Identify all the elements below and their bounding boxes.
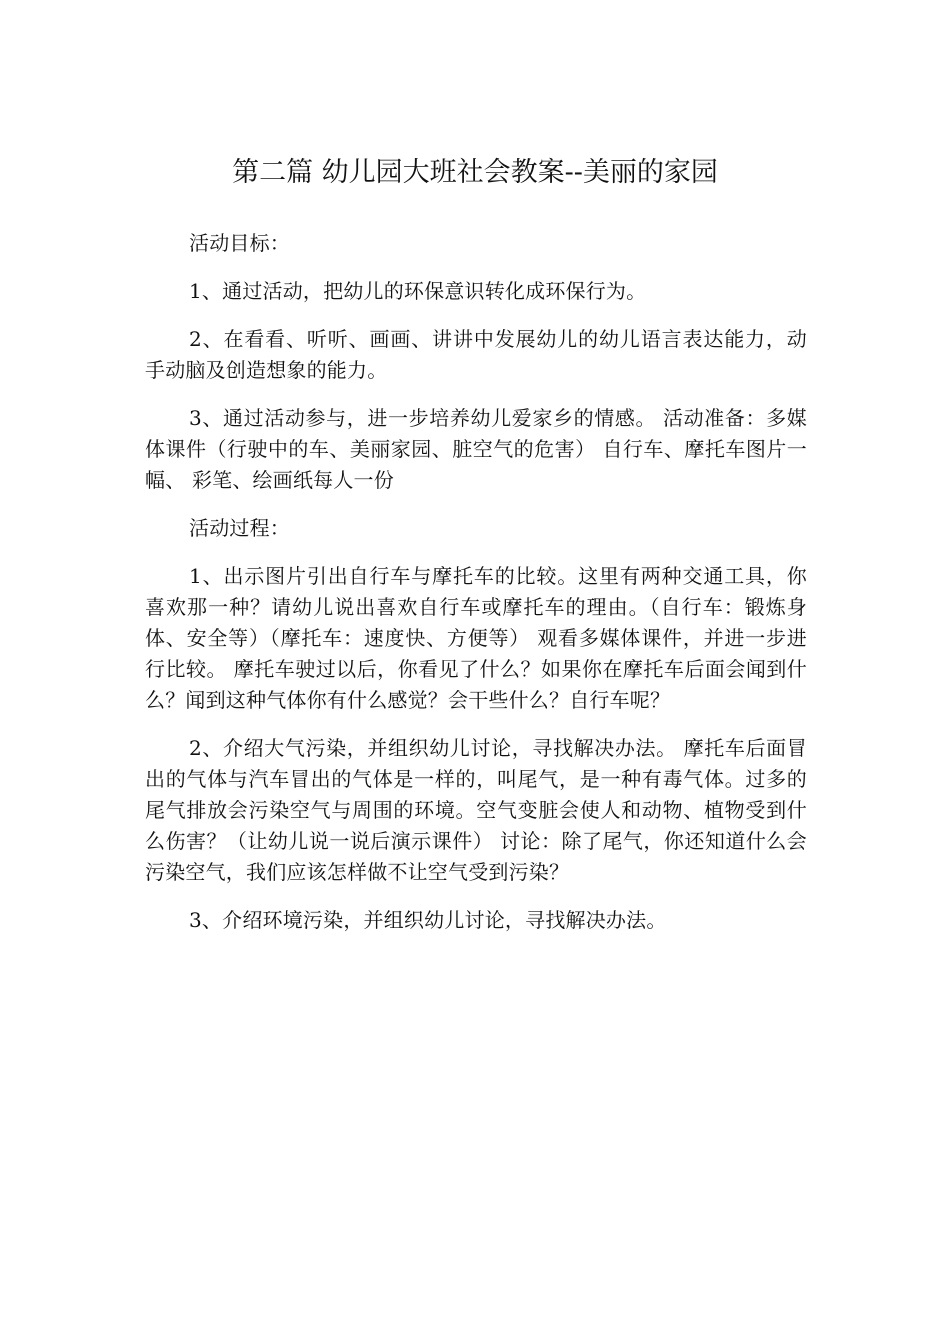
paragraph-process-heading: 活动过程： <box>189 516 290 540</box>
paragraph-process-1: 1、出示图片引出自行车与摩托车的比较。这里有两种交通工具，你喜欢那一种？请幼儿说出喜欢自行车或摩托车的理由。（自行车：锻炼身体、安全等）（摩托车：速度快、方便等） 观看多媒体课件，并进一步进行比较。 摩托车驶过以后，你看见了什么？如果你在摩托车后面会闻到什么？闻到这种气体你有什么感觉？会干些什么？自行车呢？ <box>145 564 807 712</box>
paragraph-goals-heading: 活动目标： <box>189 231 290 255</box>
paragraph-goal-1: 1、通过活动，把幼儿的环保意识转化成环保行为。 <box>189 279 647 303</box>
paragraph-goal-3-preparation: 3、通过活动参与，进一步培养幼儿爱家乡的情感。 活动准备：多媒体课件（行驶中的车、美丽家园、脏空气的危害） 自行车、摩托车图片一幅、 彩笔、绘画纸每人一份 <box>145 406 807 492</box>
paragraph-process-3: 3、介绍环境污染，并组织幼儿讨论，寻找解决办法。 <box>189 908 667 932</box>
paragraph-goal-2: 2、在看看、听听、画画、讲讲中发展幼儿的幼儿语言表达能力，动手动脑及创造想象的能力。 <box>145 327 807 382</box>
document-body <box>145 228 807 953</box>
document-title: 第二篇 幼儿园大班社会教案--美丽的家园 <box>232 157 718 188</box>
paragraph-process-2: 2、介绍大气污染，并组织幼儿讨论，寻找解决办法。 摩托车后面冒出的气体与汽车冒出的气体是一样的，叫尾气，是一种有毒气体。过多的尾气排放会污染空气与周围的环境。空气变脏会使人和动物、植物受到什么伤害？（让幼儿说一说后演示课件） 讨论：除了尾气，你还知道什么会污染空气，我们应该怎样做不让空气受到污染？ <box>145 736 807 884</box>
